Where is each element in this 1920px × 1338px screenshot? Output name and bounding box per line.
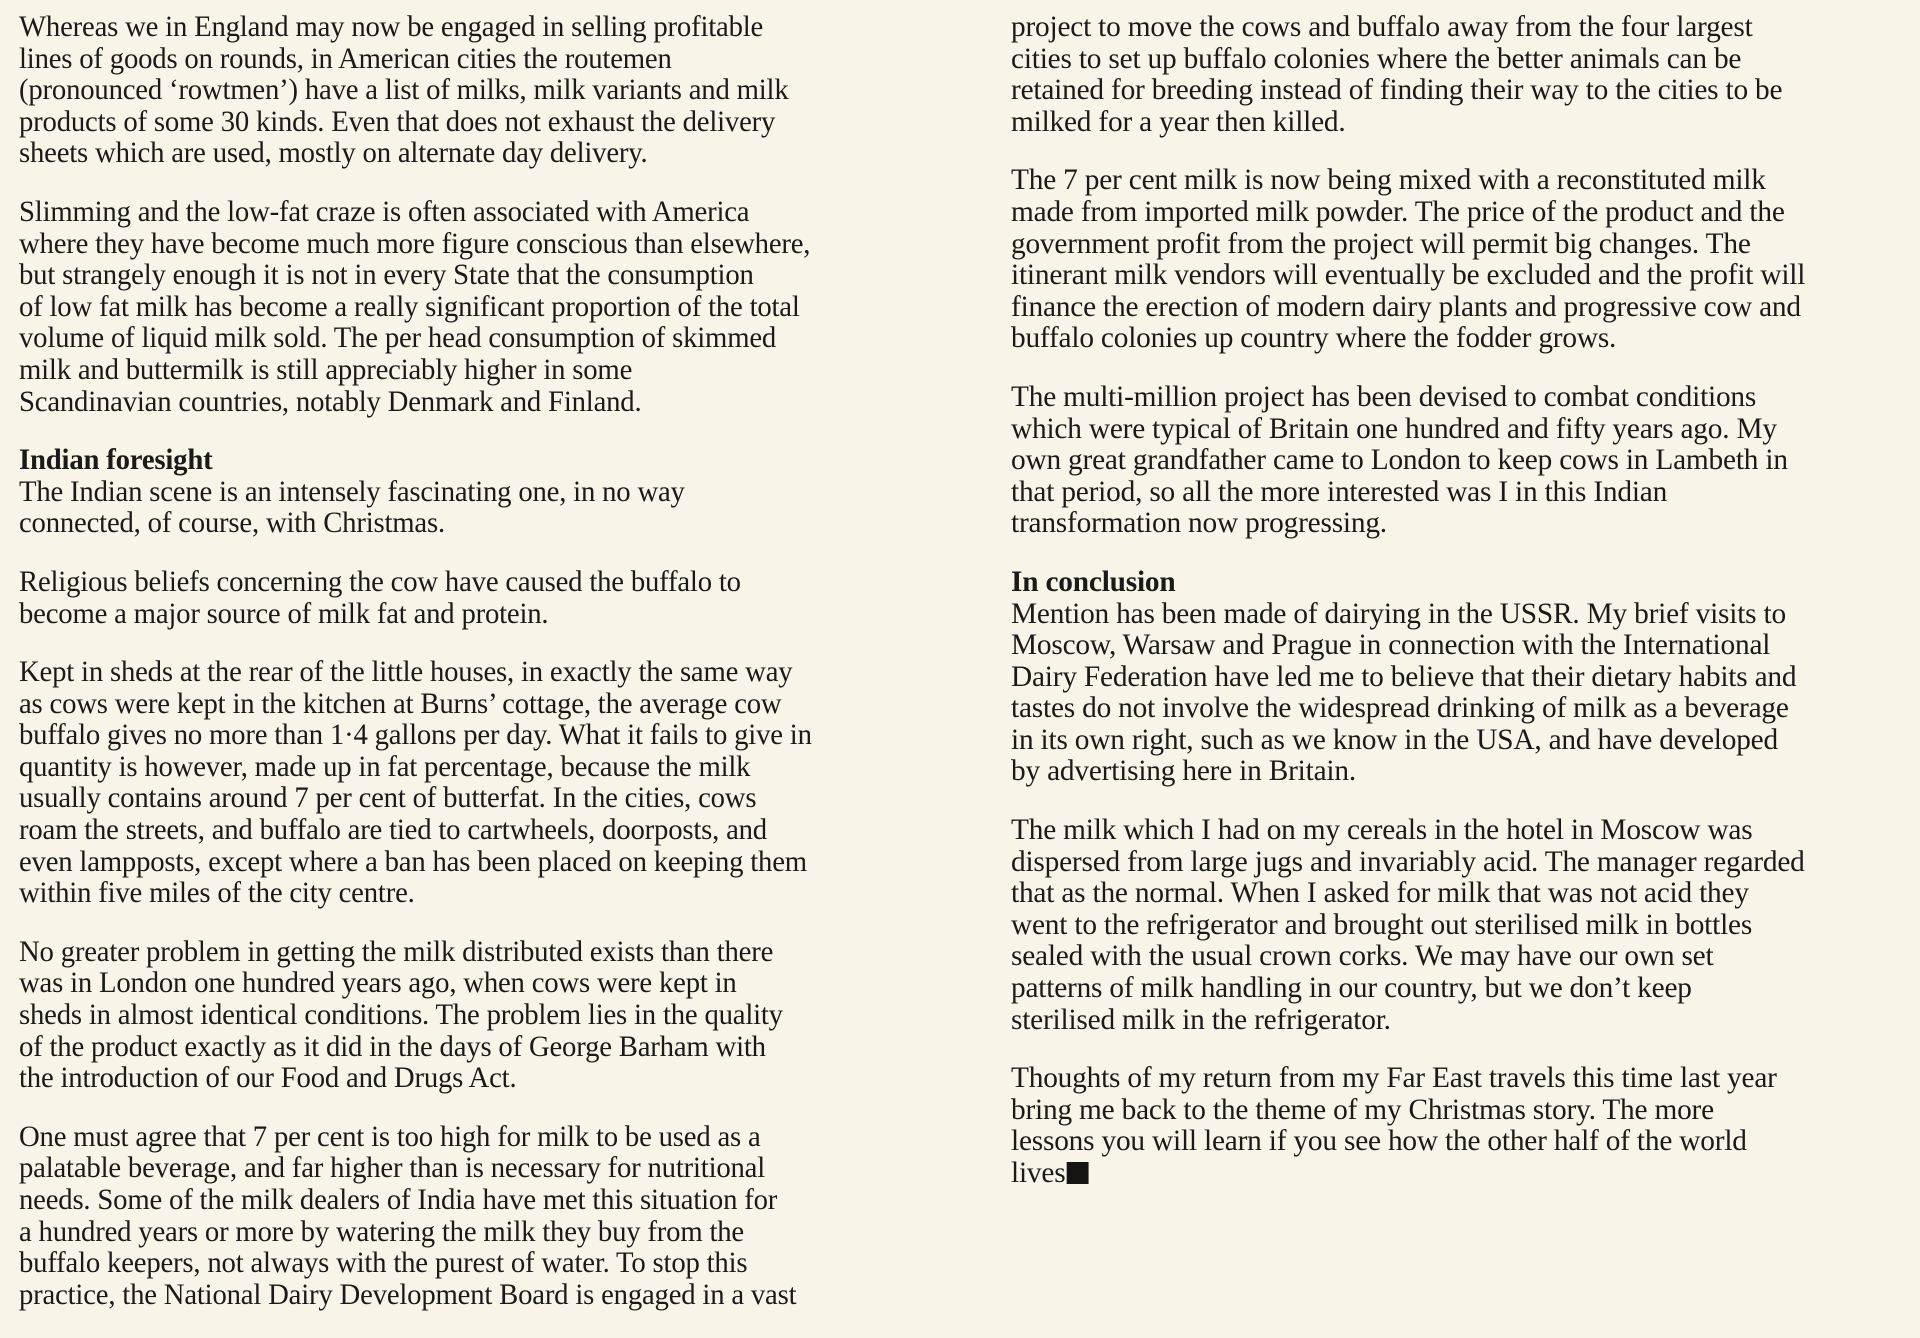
text-line: The multi-million project has been devised to combat conditions	[1011, 380, 1757, 413]
text-line: Slimming and the low-fat craze is often associated with America	[19, 195, 750, 228]
text-line: Moscow, Warsaw and Prague in connection with the International	[1011, 629, 1771, 662]
text-line: needs. Some of the milk dealers of India have met this situation for	[19, 1184, 778, 1216]
text-line: a hundred years or more by watering the milk they buy from the	[19, 1215, 744, 1248]
text-line: went to the refrigerator and brought out sterilised milk in bottles	[1011, 908, 1753, 941]
text-line: own great grandfather came to London to keep cows in Lambeth in	[1011, 444, 1788, 477]
end-of-article-square-icon	[1066, 1162, 1088, 1184]
text-line: sealed with the usual crown corks. We may have our own set	[1011, 940, 1714, 973]
right-column	[1011, 12, 1911, 1217]
text-line: sheets which are used, mostly on alternate day delivery.	[19, 137, 648, 170]
text-line: lessons you will learn if you see how the other half of the world	[1011, 1125, 1747, 1158]
text-line: buffalo colonies up country where the fodder grows.	[1011, 322, 1617, 355]
text-line: The milk which I had on my cereals in the hotel in Moscow was	[1011, 814, 1753, 847]
paragraph-london-comparison	[19, 937, 969, 1095]
paragraph-multi-million-project	[1011, 382, 1911, 540]
text-line: quantity is however, made up in fat percentage, because the milk	[19, 750, 751, 783]
text-line: buffalo keepers, not always with the purest of water. To stop this	[19, 1247, 748, 1280]
text-line: Religious beliefs concerning the cow have caused the buffalo to	[19, 565, 741, 598]
final-word: lives	[1011, 1157, 1066, 1189]
heading-text: In conclusion	[1011, 565, 1176, 598]
text-line: patterns of milk handling in our country, but we don’t keep	[1011, 972, 1692, 1005]
text-line: palatable beverage, and far higher than is necessary for nutritional	[19, 1152, 766, 1185]
text-line: government profit from the project will permit big changes. The	[1011, 227, 1751, 260]
text-line: sheds in almost identical conditions. The problem lies in the quality	[19, 999, 783, 1032]
text-line: Mention has been made of dairying in the USSR. My brief visits to	[1011, 597, 1786, 630]
text-line: by advertising here in Britain.	[1011, 755, 1356, 788]
paragraph-moscow-hotel	[1011, 815, 1911, 1036]
text-line: which were typical of Britain one hundred and fifty years ago. My	[1011, 412, 1777, 445]
text-line: made from imported milk powder. The price of the product and the	[1011, 195, 1785, 228]
text-line: cities to set up buffalo colonies where the better animals can be	[1011, 42, 1742, 75]
text-line: Scandinavian countries, notably Denmark and Finland.	[19, 385, 642, 418]
text-line: that period, so all the more interested was I in this Indian	[1011, 475, 1668, 508]
paragraph-indian-scene	[19, 477, 969, 540]
paragraph-sheds	[19, 657, 969, 910]
text-line: itinerant milk vendors will eventually be excluded and the profit will	[1011, 259, 1806, 292]
text-line: within five miles of the city centre.	[19, 877, 415, 910]
text-line: milk and buttermilk is still appreciably higher in some	[19, 353, 633, 386]
text-line: Whereas we in England may now be engaged in selling profitable	[19, 11, 764, 43]
text-line: in its own right, such as we know in the USA, and have developed	[1011, 723, 1778, 756]
text-line: but strangely enough it is not in every State that the consumption	[19, 259, 754, 292]
section-heading-in-conclusion	[1011, 567, 1911, 599]
text-line: tastes do not involve the widespread drinking of milk as a beverage	[1011, 692, 1789, 725]
paragraph-religious-beliefs	[19, 567, 969, 630]
paragraph-routemen	[19, 12, 969, 170]
paragraph-slimming	[19, 197, 969, 418]
text-line: of low fat milk has become a really significant proportion of the total	[19, 290, 800, 323]
text-line: lines of goods on rounds, in American cities the routemen	[19, 42, 672, 75]
text-line: products of some 30 kinds. Even that does not exhaust the delivery	[19, 105, 776, 138]
text-line: bring me back to the theme of my Christmas story. The more	[1011, 1093, 1714, 1126]
text-line: sterilised milk in the refrigerator.	[1011, 1003, 1391, 1036]
text-line: become a major source of milk fat and protein.	[19, 597, 549, 630]
text-line: Kept in sheds at the rear of the little houses, in exactly the same way	[19, 656, 793, 689]
text-line: even lampposts, except where a ban has been placed on keeping them	[19, 845, 807, 878]
text-line: project to move the cows and buffalo away from the four largest	[1011, 11, 1753, 43]
text-line: connected, of course, with Christmas.	[19, 507, 445, 540]
paragraph-thoughts-of-return	[1011, 1063, 1911, 1189]
text-line: The 7 per cent milk is now being mixed with a reconstituted milk	[1011, 164, 1766, 197]
text-line: where they have become much more figure conscious than elsewhere,	[19, 227, 811, 260]
paragraph-project-continued	[1011, 12, 1911, 138]
text-line: retained for breeding instead of finding their way to the cities to be	[1011, 74, 1783, 107]
text-line-final	[1011, 1158, 1906, 1190]
text-line: finance the erection of modern dairy plants and progressive cow and	[1011, 290, 1801, 323]
paragraph-ussr	[1011, 599, 1911, 789]
paragraph-reconstituted-milk	[1011, 165, 1911, 355]
text-line: milked for a year then killed.	[1011, 105, 1346, 138]
text-line: buffalo gives no more than 1·4 gallons per day. What it fails to give in	[19, 719, 812, 752]
text-line: transformation now progressing.	[1011, 507, 1387, 540]
text-line: Thoughts of my return from my Far East travels this time last year	[1011, 1062, 1777, 1095]
text-line: Dairy Federation have led me to believe that their dietary habits and	[1011, 660, 1797, 693]
text-line: volume of liquid milk sold. The per head consumption of skimmed	[19, 322, 777, 355]
text-line: roam the streets, and buffalo are tied to cartwheels, doorposts, and	[19, 814, 767, 847]
text-line: The Indian scene is an intensely fascinating one, in no way	[19, 475, 685, 508]
text-line: the introduction of our Food and Drugs Act.	[19, 1062, 517, 1095]
text-line: No greater problem in getting the milk distributed exists than there	[19, 935, 774, 968]
text-line: as cows were kept in the kitchen at Burns’ cottage, the average cow	[19, 687, 782, 720]
section-heading-indian-foresight	[19, 445, 969, 477]
heading-text: Indian foresight	[19, 444, 213, 477]
text-line: practice, the National Dairy Development Board is engaged in a vast	[19, 1278, 797, 1311]
text-line: usually contains around 7 per cent of butterfat. In the cities, cows	[19, 782, 757, 815]
paragraph-seven-per-cent	[19, 1122, 969, 1312]
text-line: of the product exactly as it did in the days of George Barham with	[19, 1030, 766, 1063]
text-line: (pronounced ‘rowtmen’) have a list of milks, milk variants and milk	[19, 74, 789, 107]
left-column	[19, 12, 969, 1338]
text-line: dispersed from large jugs and invariably acid. The manager regarded	[1011, 845, 1805, 878]
text-line: was in London one hundred years ago, when cows were kept in	[19, 967, 737, 1000]
text-line: One must agree that 7 per cent is too high for milk to be used as a	[19, 1120, 761, 1153]
text-line: that as the normal. When I asked for milk that was not acid they	[1011, 877, 1749, 910]
